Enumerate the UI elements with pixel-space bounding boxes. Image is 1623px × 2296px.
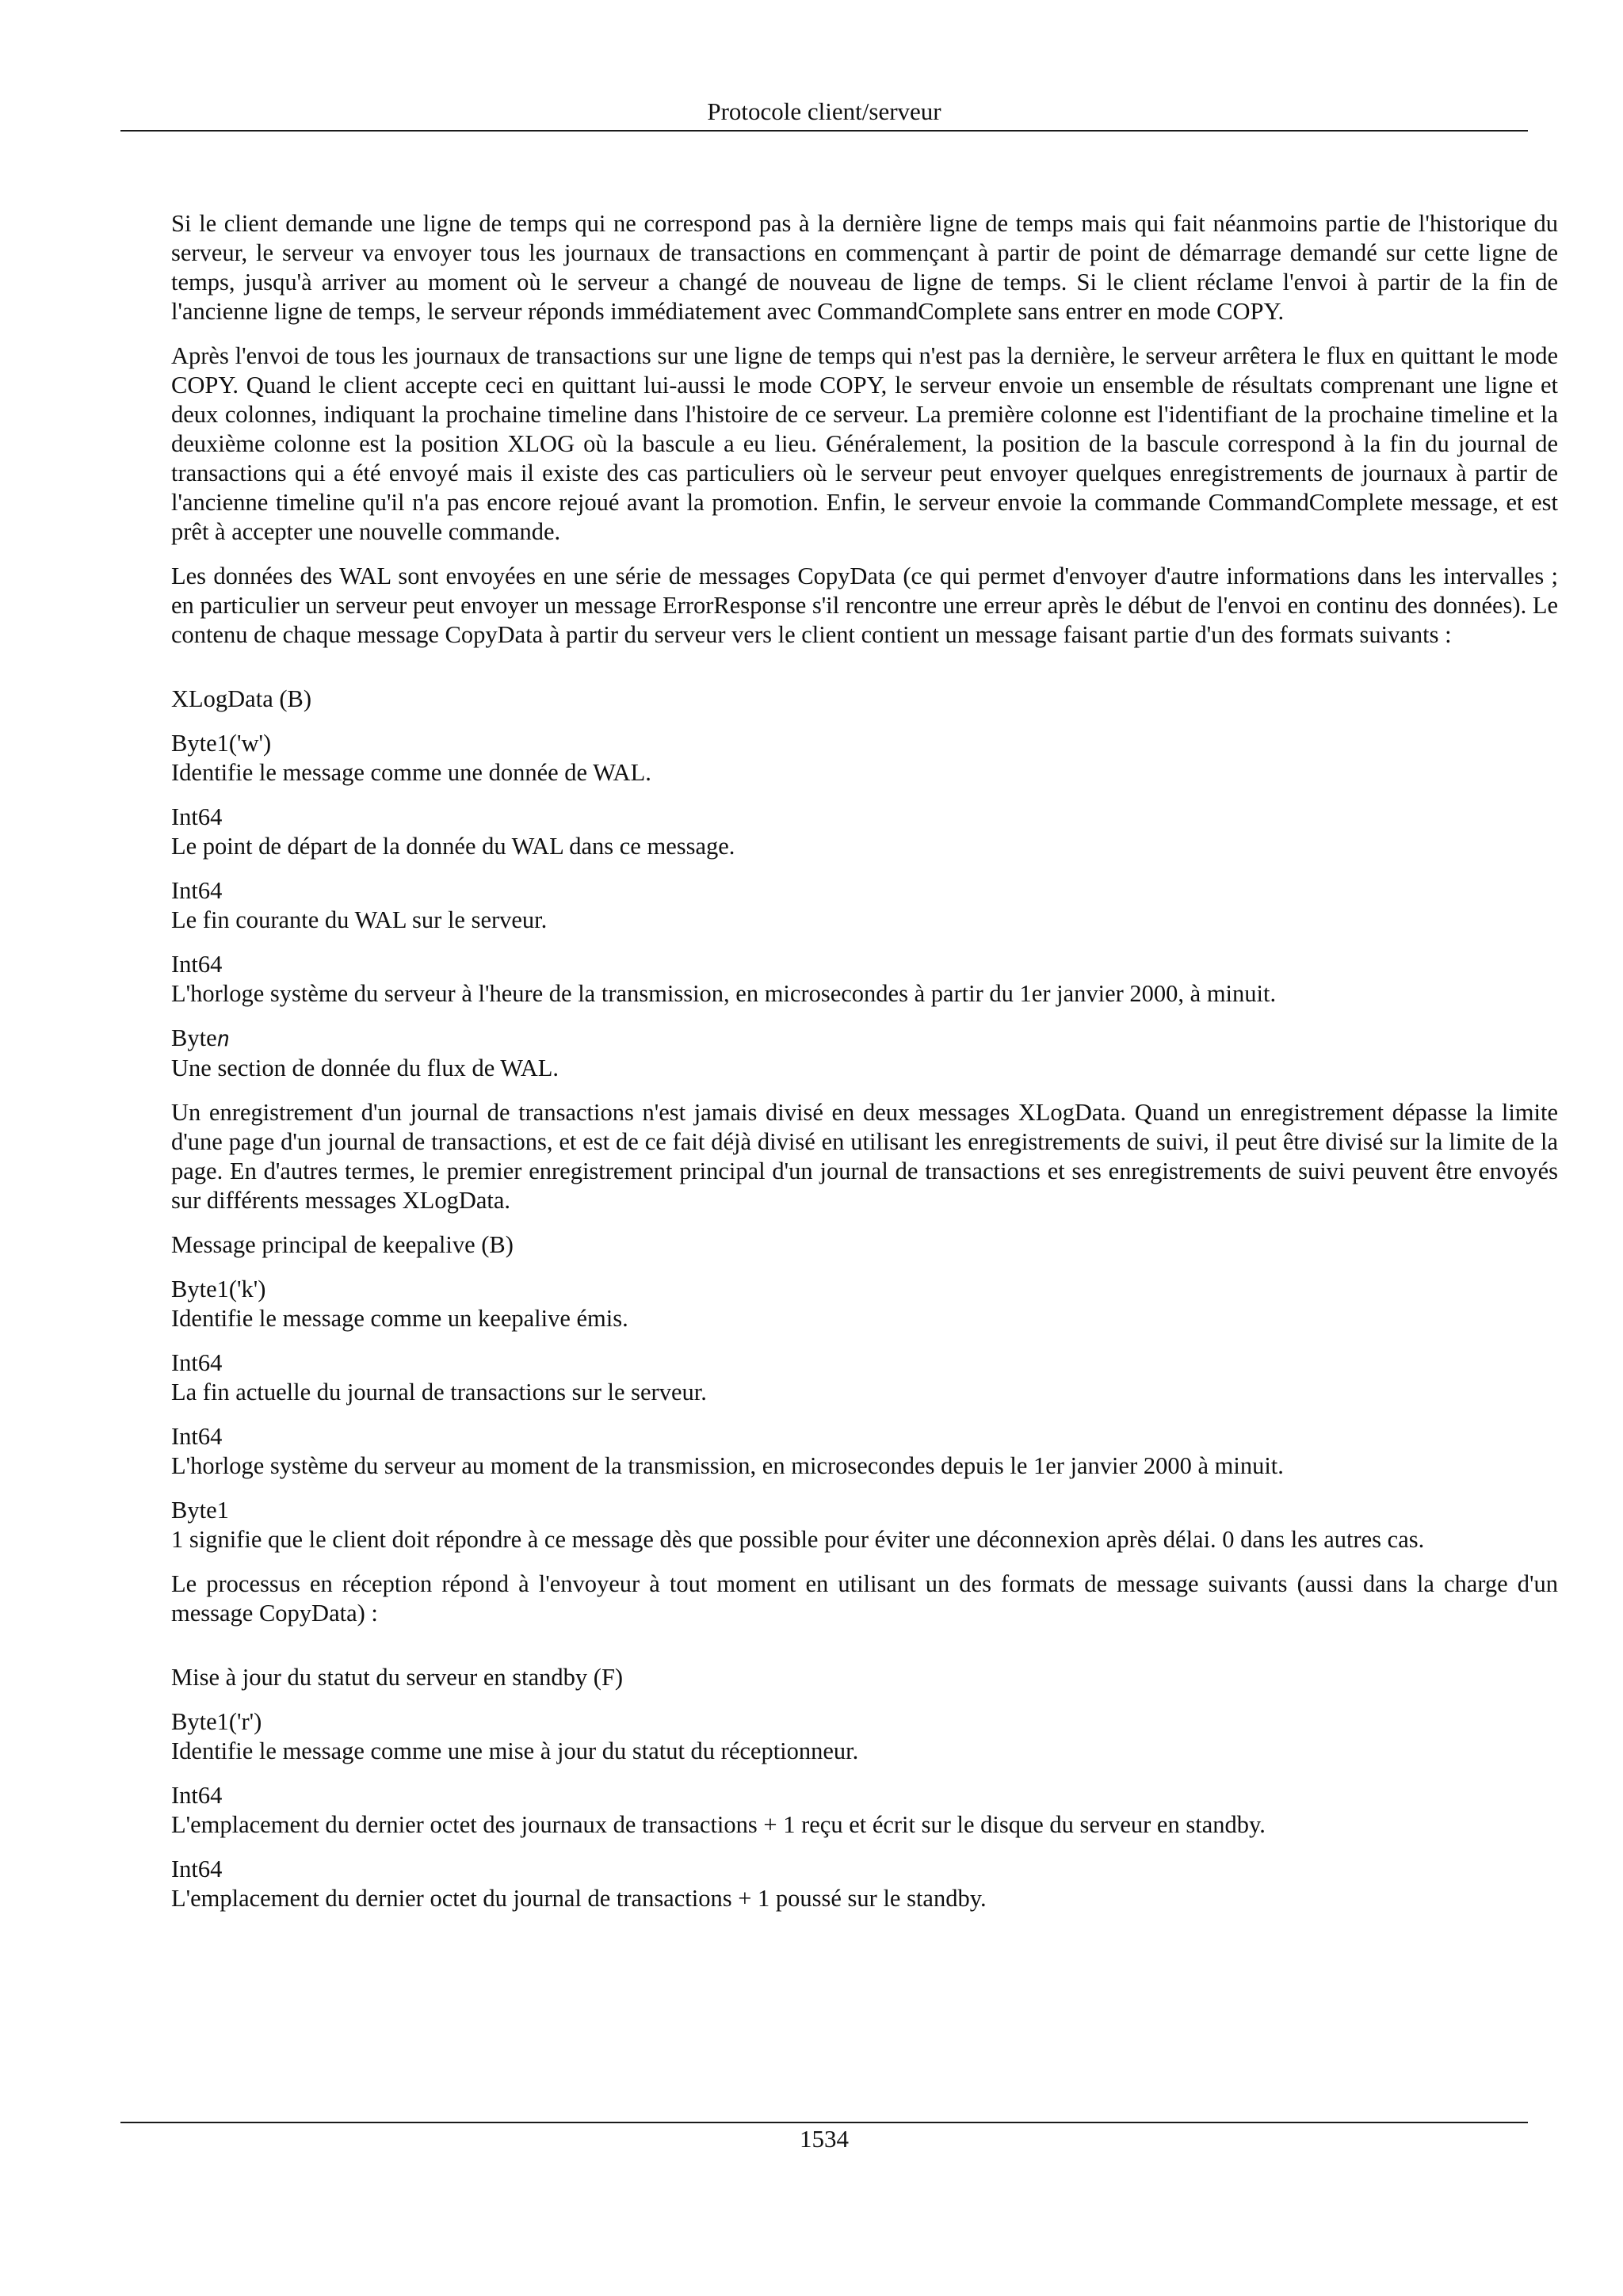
header-title: Protocole client/serveur <box>707 97 941 125</box>
field-description: 1 signifie que le client doit répondre à ce message dès que possible pour éviter une déconnexion après délai. 0 dans les autres cas. <box>171 1526 1425 1553</box>
keepalive-field <box>171 1422 1558 1481</box>
xlogdata-field <box>171 950 1558 1009</box>
field-type: Byte1('r') <box>171 1708 262 1735</box>
field-description: Le point de départ de la donnée du WAL dans ce message. <box>171 833 735 860</box>
field-description: L'emplacement du dernier octet des journaux de transactions + 1 reçu et écrit sur le disque du serveur en standby. <box>171 1811 1266 1838</box>
xlogdata-note: Un enregistrement d'un journal de transactions n'est jamais divisé en deux messages XLogData. Quand un enregistrement dépasse la limite d'une page d'un journal de transactions, et est de ce fait déjà divisé en utilisant les enregistrements de suivi, il peut être divisé sur la limite de la page. En d'autres termes, le premier enregistrement principal d'un journal de transactions et ses enregistrements de suivi peuvent être envoyés sur différents messages XLogData. <box>171 1099 1558 1214</box>
field-type: Byte1 <box>171 1497 229 1524</box>
field-type <box>171 1024 1558 1054</box>
field-description: L'horloge système du serveur à l'heure de la transmission, en microsecondes à partir du 1er janvier 2000, à minuit. <box>171 980 1277 1007</box>
xlogdata-field <box>171 803 1558 861</box>
field-description: Identifie le message comme un keepalive émis. <box>171 1305 628 1332</box>
page-header <box>120 93 1528 132</box>
field-type: Int64 <box>171 1782 223 1809</box>
standby-field <box>171 1855 1558 1913</box>
xlogdata-field <box>171 1024 1558 1083</box>
field-type: Int64 <box>171 1855 223 1882</box>
field-type: Int64 <box>171 1423 223 1450</box>
keepalive-field <box>171 1496 1558 1554</box>
field-description: L'emplacement du dernier octet du journal de transactions + 1 poussé sur le standby. <box>171 1885 987 1912</box>
field-type: Int64 <box>171 1349 223 1376</box>
field-description: La fin actuelle du journal de transactions sur le serveur. <box>171 1379 707 1405</box>
field-type: Int64 <box>171 803 223 830</box>
field-description: Identifie le message comme une mise à jour du statut du réceptionneur. <box>171 1737 859 1764</box>
page-footer <box>120 2122 1528 2155</box>
standby-field <box>171 1707 1558 1766</box>
keepalive-field <box>171 1348 1558 1407</box>
xlogdata-field <box>171 729 1558 788</box>
keepalive-title: Message principal de keepalive (B) <box>171 1231 514 1258</box>
standby-field <box>171 1781 1558 1840</box>
intro-paragraph-1: Si le client demande une ligne de temps qui ne correspond pas à la dernière ligne de temps mais qui fait néanmoins partie de l'historique du serveur, le serveur va envoyer tous les journaux de transactions en commençant à partir de point de démarrage demandé sur cette ligne de temps, jusqu'à arriver au moment où le serveur a changé de nouveau de ligne de temps. Si le client réclame l'envoi à partir de la fin de l'ancienne ligne de temps, le serveur réponds immédiatement avec CommandComplete sans entrer en mode COPY. <box>171 210 1558 325</box>
field-type-variable: n <box>216 1027 230 1051</box>
intro-paragraph-3: Les données des WAL sont envoyées en une série de messages CopyData (ce qui permet d'envoyer d'autre informations dans les intervalles ; en particulier un serveur peut envoyer un message ErrorResponse s'il rencontre une erreur après le début de l'envoi en continu des données). Le contenu de chaque message CopyData à partir du serveur vers le client contient un message faisant partie d'un des formats suivants : <box>171 563 1558 648</box>
xlogdata-field <box>171 876 1558 935</box>
field-type: Byte1('k') <box>171 1276 266 1302</box>
intro-paragraph-2: Après l'envoi de tous les journaux de transactions sur une ligne de temps qui n'est pas la dernière, le serveur arrêtera le flux en quittant le mode COPY. Quand le client accepte ceci en quittant lui-aussi le mode COPY, le serveur envoie un ensemble de résultats comprenant une ligne et deux colonnes, indiquant la prochaine timeline dans l'histoire de ce serveur. La première colonne est l'identifiant de la prochaine timeline et la deuxième colonne est la position XLOG où la bascule a eu lieu. Généralement, la position de la bascule correspond à la fin du journal de transactions qui a été envoyé mais il existe des cas particuliers où le serveur peut envoyer quelques enregistrements de journaux à partir de l'ancienne timeline qu'il n'a pas encore rejoué avant la promotion. Enfin, le serveur envoie la commande CommandComplete message, et est prêt à accepter une nouvelle commande. <box>171 342 1558 545</box>
field-type: Byte1('w') <box>171 730 272 757</box>
field-description: Le fin courante du WAL sur le serveur. <box>171 906 548 933</box>
keepalive-field <box>171 1275 1558 1333</box>
field-type-prefix: Byte <box>171 1024 217 1051</box>
field-description: Identifie le message comme une donnée de WAL. <box>171 759 651 786</box>
xlogdata-title: XLogData (B) <box>171 685 312 712</box>
page-content <box>171 209 1558 1928</box>
page-number: 1534 <box>800 2125 849 2153</box>
field-description: L'horloge système du serveur au moment de la transmission, en microsecondes depuis le 1er janvier 2000 à minuit. <box>171 1452 1284 1479</box>
standby-title: Mise à jour du statut du serveur en standby (F) <box>171 1664 624 1691</box>
field-description: Une section de donnée du flux de WAL. <box>171 1055 559 1081</box>
field-type: Int64 <box>171 877 223 904</box>
keepalive-note: Le processus en réception répond à l'envoyeur à tout moment en utilisant un des formats de message suivants (aussi dans la charge d'un message CopyData) : <box>171 1570 1558 1627</box>
field-type: Int64 <box>171 951 223 978</box>
